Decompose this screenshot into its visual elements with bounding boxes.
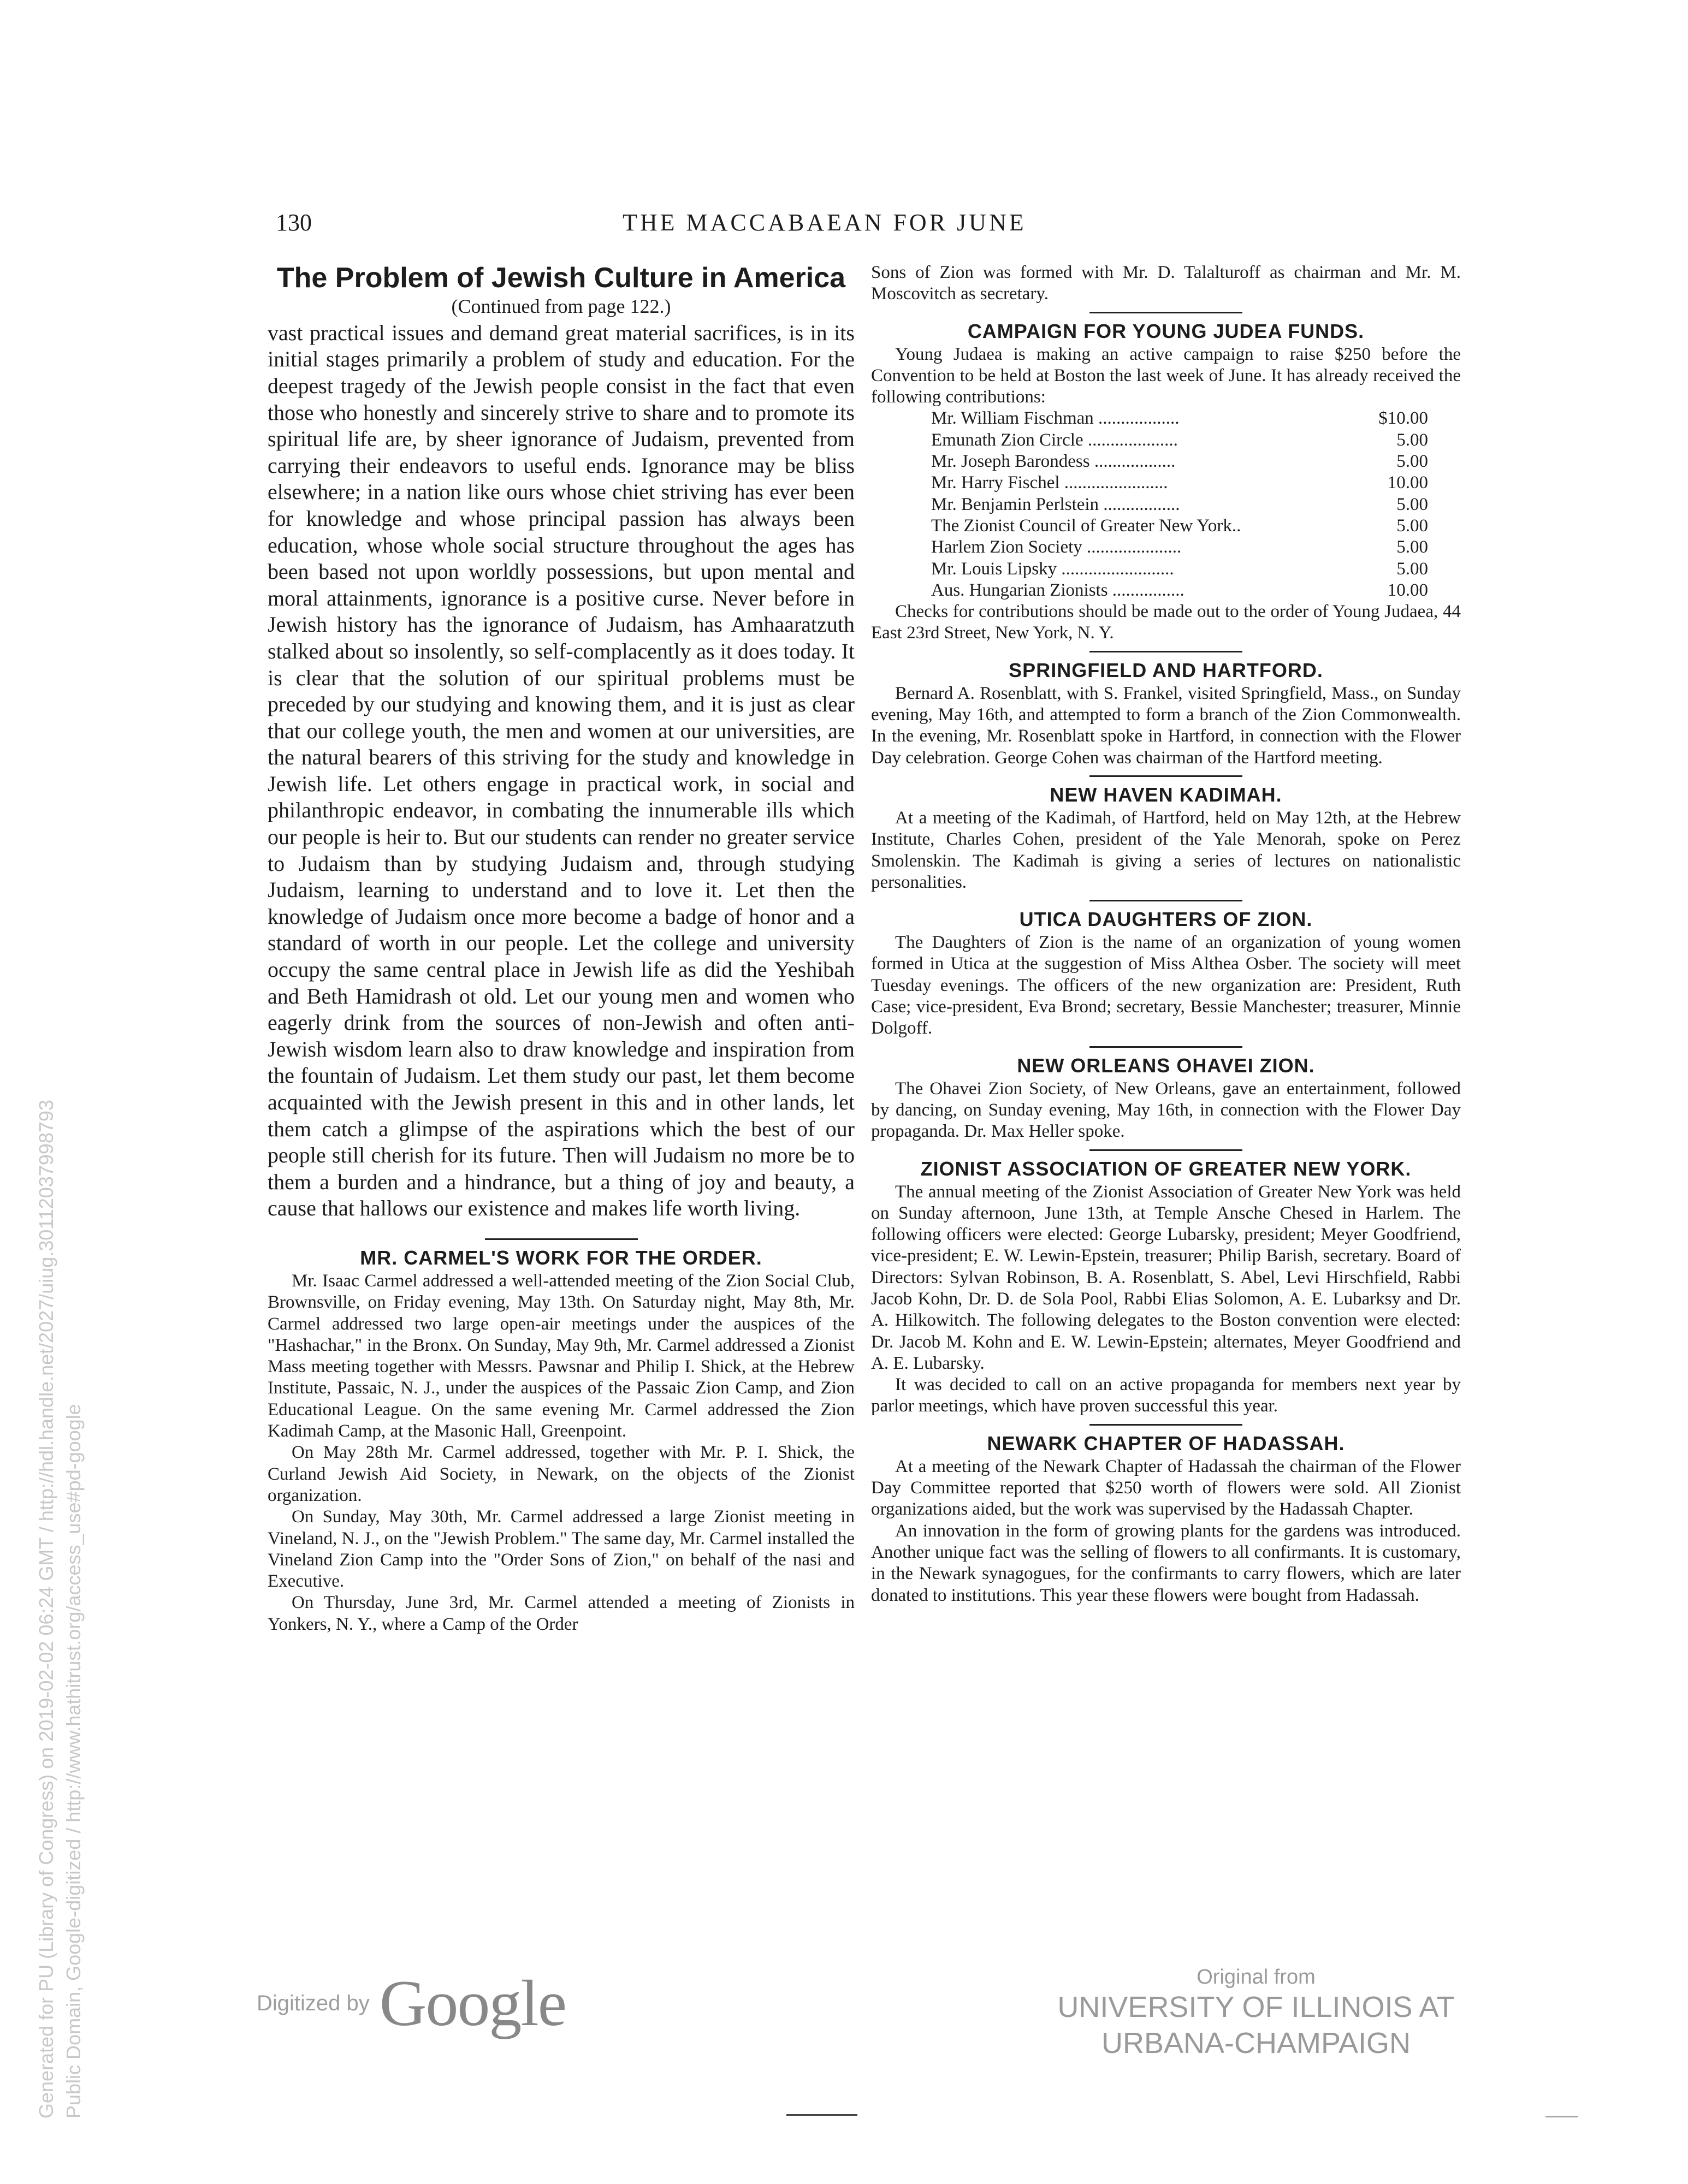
- contributor-name: Emunath Zion Circle ....................: [931, 430, 1178, 450]
- contributor-name: Mr. Harry Fischel .......................: [931, 473, 1168, 493]
- article-body: vast practical issues and demand great material sacrifices, is in its initial stages primarily a problem of study and education. For the deepest tragedy of the Jewish people consist in the fact that even those who honestly and sincerely strive to share and to promote its spiritual life are, by sheer ignorance of Judaism, prevented from carrying their endeavors to useful ends. Ignorance may be bliss elsewhere; in a nation like ours whose chiet striving has ever been for knowledge and whose principal passion has always been education, whose whole social structure throughout the ages has been based not upon worldly possessions, but upon mental and moral attainments, ignorance is a positive curse. Never before in Jewish history has the ignorance of Judaism, has Amhaaratzuth stalked about so insolently, so self-complacently as it does today. It is clear that the solution of our spiritual problems must be preceded by our studying and knowing them, and it is just as clear that our college youth, the men and women at our universities, are the natural bearers of this striving for the study and knowledge in Jewish life. Let others engage in practical work, in social and philanthropic endeavor, in combating the innumerable ills which our people is heir to. But our students can render no greater service to Judaism than by studying Judaism and, through studying Judaism, learning to understand and to love it. Let then the knowledge of Judaism once more become a badge of honor and a standard of worth in our people. Let the college and university occupy the same central place in Jewish life as did the Yeshibah and Beth Hamidrash ot old. Let our young men and women who eagerly drink from the sources of non-Jewish and often anti-Jewish wisdom learn also to draw knowledge and inspiration from the fountain of Judaism. Let them study our past, let them become acquainted with the Jewish present in this and in other lands, let them catch a glimpse of the aspirations which the best of our people still cherish for its future. Then will Judaism no more be to them a burden and a hindrance, but a thing of joy and beauty, a cause that hallows our existence and makes life worth living.: [268, 320, 855, 1221]
- section-divider: [485, 1238, 638, 1240]
- newark-paragraph-2: An innovation in the form of growing plants for the gardens was introduced. Another unique fact was the selling of flowers to all confirmants. It is customary, in the Newark synagogues, for the confirmants to carry flowers, which are later donated to institutions. This year these flowers were bought from Hadassah.: [871, 1521, 1461, 1605]
- new-haven-paragraph: At a meeting of the Kadimah, of Hartford, held on May 12th, at the Hebrew Institute, Charles Cohen, president of the Yale Menorah, spoke on Perez Smolenskin. The Kadimah is giving a series of lectures on nationalistic personalities.: [871, 808, 1461, 892]
- left-column: [268, 262, 855, 1635]
- utica-heading: UTICA DAUGHTERS OF ZION.: [1019, 908, 1313, 931]
- contribution-row: [931, 537, 1461, 558]
- contribution-amount: 5.00: [1396, 430, 1428, 450]
- right-column: [871, 262, 1461, 1606]
- newark-heading: NEWARK CHAPTER OF HADASSAH.: [987, 1432, 1345, 1455]
- contribution-row: [931, 408, 1461, 429]
- zagny-heading: ZIONIST ASSOCIATION OF GREATER NEW YORK.: [920, 1157, 1412, 1180]
- contribution-amount: 5.00: [1396, 537, 1428, 557]
- contribution-amount: 10.00: [1387, 473, 1428, 493]
- university-line-2: URBANA-CHAMPAIGN: [1101, 2027, 1411, 2060]
- footer-rule: [786, 2114, 857, 2116]
- contributor-name: Aus. Hungarian Zionists ................: [931, 580, 1184, 600]
- carmel-heading: MR. CARMEL'S WORK FOR THE ORDER.: [360, 1246, 762, 1269]
- springfield-heading: SPRINGFIELD AND HARTFORD.: [1009, 658, 1323, 681]
- judea-heading: CAMPAIGN FOR YOUNG JUDEA FUNDS.: [967, 319, 1365, 342]
- original-source-note: [1038, 1966, 1474, 2061]
- zagny-paragraph-1: The annual meeting of the Zionist Association of Greater New York was held on Sunday afternoon, June 13th, at Temple Ansche Chesed in Harlem. The following officers were elected: George Lubarsky, president; Meyer Goodfriend, vice-president; E. W. Lewin-Epstein, treasurer; Philip Barish, secretary. Board of Directors: Sylvan Robinson, B. A. Rosenblatt, S. Abel, Levi Hirschfield, Rabbi Jacob Kohn, Dr. D. de Sola Pool, Rabbi Elias Solomon, A. E. Lubarksy and Dr. A. Hilkowitch. The following delegates to the Boston convention were elected: Dr. Jacob M. Kohn and E. W. Lewin-Epstein; alternates, Meyer Goodfriend and A. E. Lubarsky.: [871, 1182, 1461, 1373]
- contributor-name: Harlem Zion Society .....................: [931, 537, 1182, 557]
- section-divider: [1089, 312, 1242, 313]
- contributor-name: Mr. Joseph Barondess ..................: [931, 452, 1176, 472]
- contributor-name: The Zionist Council of Greater New York..: [931, 515, 1241, 536]
- order-continuation: Sons of Zion was formed with Mr. D. Talalturoff as chairman and Mr. M. Moscovitch as secretary.: [871, 263, 1461, 304]
- judea-intro: Young Judaea is making an active campaign to raise $250 before the Convention to be held at Boston the last week of June. It has already received the following contributions:: [871, 344, 1461, 407]
- contribution-amount: 5.00: [1396, 452, 1428, 472]
- contribution-amount: $10.00: [1378, 408, 1428, 429]
- carmel-paragraph-2: On May 28th Mr. Carmel addressed, together with Mr. P. I. Shick, the Curland Jewish Aid Society, in Newark, on the objects of the Zionist organization.: [268, 1443, 855, 1505]
- carmel-paragraph-1: Mr. Isaac Carmel addressed a well-attended meeting of the Zion Social Club, Brownsville, on Friday evening, May 13th. On Saturday night, May 8th, Mr. Carmel addressed two large open-air meetings under the auspices of the "Hashachar," in the Bronx. On Sunday, May 9th, Mr. Carmel addressed a Zionist Mass meeting together with Messrs. Pawsnar and Philip I. Shick, at the Hebrew Institute, Passaic, N. J., under the auspices of the Passaic Zion Camp, and Zion Educational League. On the same evening Mr. Carmel addressed the Zion Kadimah Camp, at the Masonic Hall, Greenpoint.: [268, 1271, 855, 1441]
- contribution-row: [931, 494, 1461, 515]
- judea-checks-note: Checks for contributions should be made out to the order of Young Judaea, 44 East 23rd Street, New York, N. Y.: [871, 602, 1461, 643]
- contribution-amount: 5.00: [1396, 559, 1428, 579]
- contribution-row: [931, 515, 1461, 537]
- new-haven-heading: NEW HAVEN KADIMAH.: [1050, 783, 1282, 806]
- contribution-row: [931, 451, 1461, 472]
- contribution-amount: 5.00: [1396, 494, 1428, 514]
- contributor-name: Mr. Louis Lipsky .........................: [931, 559, 1174, 579]
- section-divider: [1089, 651, 1242, 652]
- digitized-by-label: Digitized by: [257, 1991, 370, 2015]
- original-from-label: Original from: [1197, 1966, 1316, 1989]
- utica-paragraph: The Daughters of Zion is the name of an organization of young women formed in Utica at the suggestion of Miss Althea Osber. The society will meet Tuesday evenings. The officers of the new organization are: President, Ruth Case; vice-president, Eva Brond; secretary, Bessie Manchester; treasurer, Minnie Dolgoff.: [871, 933, 1461, 1038]
- carmel-section: [268, 1271, 855, 1635]
- article-title: The Problem of Jewish Culture in America: [276, 262, 846, 294]
- section-divider: [1089, 1149, 1242, 1151]
- contributor-name: Mr. William Fischman ..................: [931, 408, 1180, 429]
- university-line-1: UNIVERSITY OF ILLINOIS AT: [1057, 1991, 1455, 2023]
- section-divider: [1089, 1424, 1242, 1426]
- zagny-paragraph-2: It was decided to call on an active propaganda for members next year by parlor meetings, which have proven successful this year.: [871, 1375, 1461, 1416]
- contribution-row: [931, 580, 1461, 601]
- watermark-line-2: Public Domain, Google-digitized / http://www.hathitrust.org/access_use#pd-google: [62, 1404, 85, 2118]
- continued-note: (Continued from page 122.): [451, 295, 671, 317]
- section-divider: [1089, 775, 1242, 777]
- newark-paragraph-1: At a meeting of the Newark Chapter of Hadassah the chairman of the Flower Day Committee reported that $250 worth of flowers were sold. All Zionist organizations aided, but the work was supervised by the Hadassah Chapter.: [871, 1456, 1461, 1520]
- contributions-list: [871, 408, 1461, 601]
- contribution-amount: 5.00: [1396, 515, 1428, 536]
- watermark-line-1: Generated for PU (Library of Congress) on 2019-02-02 06:24 GMT / http://hdl.handle.net/2027/uiug.30112037998793: [35, 1100, 57, 2118]
- page-number: 130: [276, 209, 312, 236]
- carmel-paragraph-3: On Sunday, May 30th, Mr. Carmel addressed a large Zionist meeting in Vineland, N. J., on the "Jewish Problem." The same day, Mr. Carmel installed the Vineland Zion Camp into the "Order Sons of Zion," on behalf of the nasi and Executive.: [268, 1507, 855, 1592]
- hathitrust-watermark: [33, 1100, 87, 2118]
- new-orleans-paragraph: The Ohavei Zion Society, of New Orleans, gave an entertainment, followed by dancing, on Sunday evening, May 16th, in connection with the Flower Day propaganda. Dr. Max Heller spoke.: [871, 1078, 1461, 1142]
- digitized-by-google: [257, 1966, 566, 2041]
- springfield-paragraph: Bernard A. Rosenblatt, with S. Frankel, visited Springfield, Mass., on Sunday evening, May 16th, and attempted to form a branch of the Zion Commonwealth. In the evening, Mr. Rosenblatt spoke in Hartford, in connection with the Flower Day celebration. George Cohen was chairman of the Hartford meeting.: [871, 683, 1461, 768]
- contribution-row: [931, 559, 1461, 580]
- contribution-row: [931, 472, 1461, 494]
- running-title: THE MACCABAEAN FOR JUNE: [623, 209, 1027, 236]
- contribution-amount: 10.00: [1387, 580, 1428, 600]
- section-divider: [1089, 900, 1242, 901]
- carmel-paragraph-4: On Thursday, June 3rd, Mr. Carmel attended a meeting of Zionists in Yonkers, N. Y., where a Camp of the Order: [268, 1593, 855, 1634]
- google-logo: Google: [379, 1967, 566, 2039]
- section-divider: [1089, 1046, 1242, 1048]
- contribution-row: [931, 430, 1461, 451]
- new-orleans-heading: NEW ORLEANS OHAVEI ZION.: [1017, 1054, 1315, 1077]
- corner-mark: [1545, 2116, 1578, 2117]
- contributor-name: Mr. Benjamin Perlstein .................: [931, 494, 1180, 514]
